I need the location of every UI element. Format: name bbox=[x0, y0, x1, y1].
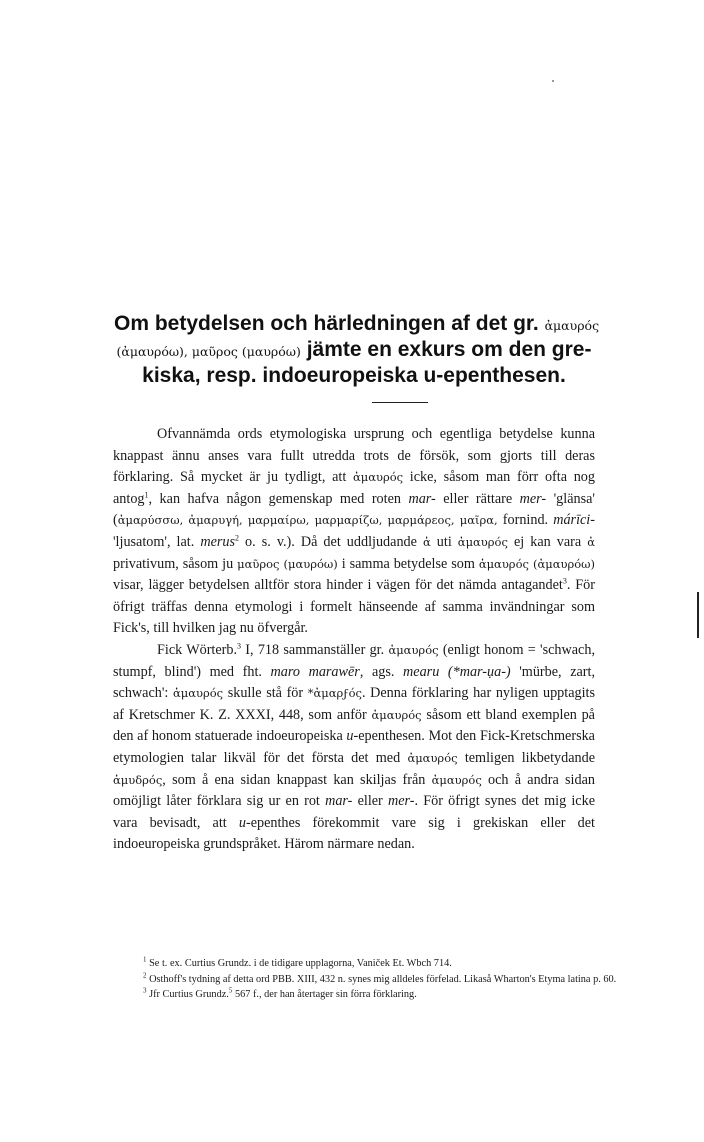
margin-mark bbox=[697, 592, 699, 638]
footnote-2: $^2$ Osthoff's tydning af detta ord PBB. XIII, 432 n. synes mig alldeles förfelad. Likaså Wharton's Etyma latina p. 60. bbox=[143, 971, 617, 985]
title-divider bbox=[372, 402, 428, 403]
footnote-ref-1: 1 bbox=[144, 490, 149, 500]
paragraph-2: Fick Wörterb.$^3$ I, 718 sammanställer gr. ἀμαυρός (enligt honom = 'schwach, stumpf, blind') med fht. maro marawēr, ags. mearu (*mar-ụa-) 'mürbe, zart, schwach': ἀμαυρός skulle stå för *ἀμαρϝός. Denna förklaring har nyligen upptagits af Kretschmer K. Z. XXXI, 448, som anför ἀμαυρός såsom ett bland exemplen på den af honom statuerade indoeuropeiska u-epenthesen. Mot den Fick-Kretschmerska etymologien talar likväl för det första det med ἀμαυρός temligen likbetydande ἀμυδρός, som å ena sidan knappast kan skiljas från ἀμαυρός och å andra sidan omöjligt låter förklara sig ur en rot mar- eller mer-. För öfrigt synes det mig icke vara bevisadt, att u-epenthes förekommit vare sig i grekiskan eller det indoeuropeiska grundspråket. Härom närmare nedan. bbox=[113, 641, 596, 853]
title-line-3: kiska, resp. indoeuropeiska u-epenthesen. bbox=[142, 364, 566, 387]
article-title bbox=[114, 312, 600, 388]
paragraph-1: Ofvannämda ords etymologiska ursprung och egentliga betydelse kunna knappast ännu anses vara fullt utredda trots de försök, som gjorts till deras förklaring. Så mycket är ju tydligt, att ἀμαυρός icke, såsom man förr ofta nog antog$^1$, kan hafva någon gemenskap med roten mar- eller rättare mer- 'glänsa' (ἀμαρύσσω, ἀμαρυγή, μαρμαίρω, μαρμαρίζω, μαρμάρεος, μαῖρα, fornind. márīci- 'ljusatom', lat. merus$^2$ o. s. v.). Då det uddljudande ἀ uti ἀμαυρός ej kan vara ἀ privativum, såsom ju μαῦρος (μαυρόω) i samma betydelse som ἀμαυρός (ἀμαυρόω) visar, lägger betydelsen alltför stora hinder i vägen för det nämda antagandet$^3$. För öfrigt träffas denna etymologi i formelt hänseende af samma invändningar som Fick's, till hvilken jag nu öfvergår. bbox=[113, 426, 596, 637]
title-line-2: (ἀμαυρόω), μαῦρος (μαυρόω) jämte en exkurs om den gre- bbox=[116, 338, 592, 361]
title-line-1: Om betydelsen och härledningen af det gr. ἀμαυρός bbox=[114, 312, 600, 335]
footnote-ref-3: 3 bbox=[562, 576, 567, 586]
article-body bbox=[113, 424, 595, 856]
footnote-1: $^1$ Se t. ex. Curtius Grundz. i de tidigare upplagorna, Vaniček Et. Wbch 714. bbox=[143, 955, 452, 969]
paper-speck bbox=[552, 80, 554, 82]
footnote-ref-2: 2 bbox=[235, 533, 240, 543]
footnote-3: $^3$ Jfr Curtius Grundz.$^5$ 567 f., der han återtager sin förra förklaring. bbox=[143, 986, 417, 1001]
footnotes bbox=[113, 956, 627, 1003]
